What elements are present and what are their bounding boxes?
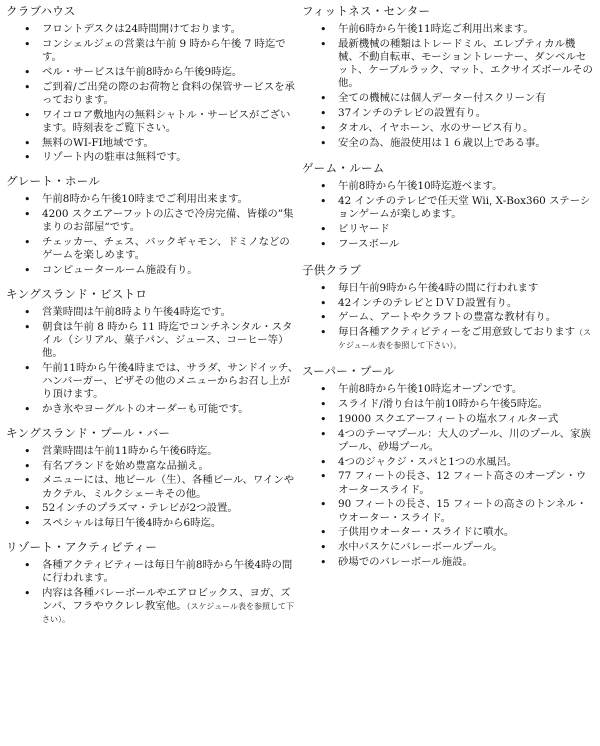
list-item: • 営業時間は午前11時から午後6時迄。 (24, 445, 300, 458)
section-resort-activities (6, 540, 300, 627)
section-heading: フィットネス・センター (302, 4, 431, 18)
list-item: • メニューには、地ビール（生）、各種ビール、ワインやカクテル、ミルクシェーキその他。 (24, 474, 300, 500)
list-item: • 19000 スクエアーフィートの塩水フィルター式 (320, 413, 596, 426)
section-heading: キングスランド・ビストロ (6, 286, 148, 301)
list-item: • ワイコロア敷地内の無料シャトル・サービスがございます。時刻表をご覧下さい。 (24, 109, 300, 135)
section-heading: 子供クラブ (302, 262, 361, 277)
list-item: • 37インチのテレビの設置有り。 (320, 107, 596, 120)
list-item: • 各種アクティビティーは毎日午前8時から午後4時の間に行われます。 (24, 559, 300, 585)
list-item: • 4つのジャクジ・スパと1つの水風呂。 (320, 456, 596, 469)
list-item: • かき氷やヨーグルトのオーダーも可能です。 (24, 403, 300, 416)
section-game-room (302, 161, 596, 251)
section-heading: リゾート・アクティビティー (6, 539, 158, 554)
list-item: • ベル・サービスは午前8時から午後9時迄。 (24, 66, 300, 79)
section-fitness-center (302, 4, 596, 150)
list-item: • ゲーム、アートやクラフトの豊富な教材有り。 (320, 311, 596, 324)
list-item: • 午前8時から午後10時までご利用出来ます。 (24, 193, 300, 206)
list-item: • リゾート内の駐車は無料です。 (24, 151, 300, 164)
item-list (6, 23, 300, 165)
list-item: • 午前6時から午後11時迄ご利用出来ます。 (320, 23, 596, 36)
list-item: • チェッカー、チェス、バックギャモン、ドミノなどのゲームを楽しめます。 (24, 236, 300, 262)
section-heading: ゲーム・ルーム (302, 161, 385, 176)
list-item: • フロントデスクは24時間開けております。 (24, 23, 300, 36)
right-column (300, 0, 600, 746)
list-item: • 毎日午前9時から午後4時の間に行われます (320, 282, 596, 295)
list-item: • 全ての機械には個人データー付スクリーン有 (320, 92, 596, 105)
list-item: • 有名ブランドを始め豊富な品揃え。 (24, 460, 300, 473)
item-list (302, 282, 596, 353)
list-item: • 水中バスケにバレーボールプール。 (320, 541, 596, 554)
section-heading: スーパー・プール (302, 364, 395, 379)
list-item: • コンピュータールーム施設有り。 (24, 264, 300, 277)
list-item: • スペシャルは毎日午後4時から6時迄。 (24, 517, 300, 530)
section-heading: グレート・ホール (6, 174, 101, 189)
list-item: • 4つのテーマプール：大人のプール、川のプール、家族プール、砂場プール。 (320, 428, 596, 454)
list-item: • 午前8時から午後10時迄オープンです。 (320, 383, 596, 396)
list-item (24, 587, 300, 627)
list-item (320, 326, 596, 352)
section-kingsland-pool-bar (6, 426, 300, 531)
section-kingsland-bistro (6, 287, 300, 416)
section-heading: キングスランド・プール・バー (6, 425, 171, 440)
list-item: • ご到着/ご出発の際のお荷物と食料の保管サービスを承っております。 (24, 81, 300, 107)
list-item: • 午前8時から午後10時迄遊べます。 (320, 180, 596, 193)
list-item: • 砂場でのバレーボール施設。 (320, 556, 596, 569)
list-item: • 4200 スクエアーフットの広さで冷房完備、皆様の”集まりのお部屋“です。 (24, 208, 300, 234)
section-kids-club (302, 263, 596, 353)
item-list (6, 193, 300, 277)
schedule-note: （スケジュール表を参照して下さい）。 (338, 328, 592, 351)
item-list (302, 383, 596, 569)
list-item: • 無料のWI-FI地域です。 (24, 137, 300, 150)
list-item: • 朝食は午前 8 時から 11 時迄でコンチネンタル・スタイル（シリアル、菓子パン、ジュース、コーヒー等）他。 (24, 321, 300, 361)
section-super-pool (302, 364, 596, 569)
list-item: • 52インチのプラズマ・テレビが2つ設置。 (24, 502, 300, 515)
item-list (6, 559, 300, 627)
list-item: • 42 インチのテレビで任天堂 Wii, X-Box360 ステーションゲームが楽しめます。 (320, 195, 596, 221)
list-item: • コンシェルジェの営業は午前 9 時から午後 7 時迄です。 (24, 38, 300, 64)
list-item: • タオル、イヤホーン、水のサービス有り。 (320, 122, 596, 135)
list-item-text: 毎日各種アクティビティーをご用意致しております (338, 326, 576, 339)
item-list (302, 23, 596, 150)
section-heading: クラブハウス (6, 4, 76, 18)
list-item-text: 内容は各種バレーボールやエアロビックス、ヨガ、ズンバ、フラやウクレレ教室他。 (42, 586, 291, 613)
item-list (302, 180, 596, 251)
list-item: • 90 フィートの長さ、15 フィートの高さのトンネル・ウオーター・スライド。 (320, 498, 596, 524)
list-item: • スライド/滑り台は午前10時から午後5時迄。 (320, 398, 596, 411)
section-great-hall (6, 174, 300, 277)
list-item: • 最新機械の種類はトレードミル、エレプティカル機械、不動自転車、モーショントレーナー、ダンベルセット、ケーブルラック、マット、エクサイズボールその他。 (320, 38, 596, 91)
list-item: • 子供用ウオーター・スライドに噴水。 (320, 526, 596, 539)
list-item: • 77 フィートの長さ、12 フィート高さのオープン・ウオータースライド。 (320, 470, 596, 496)
item-list (6, 306, 300, 416)
list-item: • フースボール (320, 238, 596, 251)
list-item: • ビリヤード (320, 223, 596, 236)
list-item: • 安全の為、施設使用は１６歳以上である事。 (320, 137, 596, 150)
item-list (6, 445, 300, 531)
list-item: • 42インチのテレビとＤＶＤ設置有り。 (320, 297, 596, 310)
schedule-note: （スケジュール表を参照して下さい）。 (42, 602, 295, 625)
list-item: • 午前11時から午後4時までは、サラダ、サンドイッチ、ハンバーガー、ピザその他のメニューからお召し上がり頂けます。 (24, 362, 300, 402)
list-item: • 営業時間は午前8時より午後4時迄です。 (24, 306, 300, 319)
section-clubhouse (6, 4, 300, 165)
